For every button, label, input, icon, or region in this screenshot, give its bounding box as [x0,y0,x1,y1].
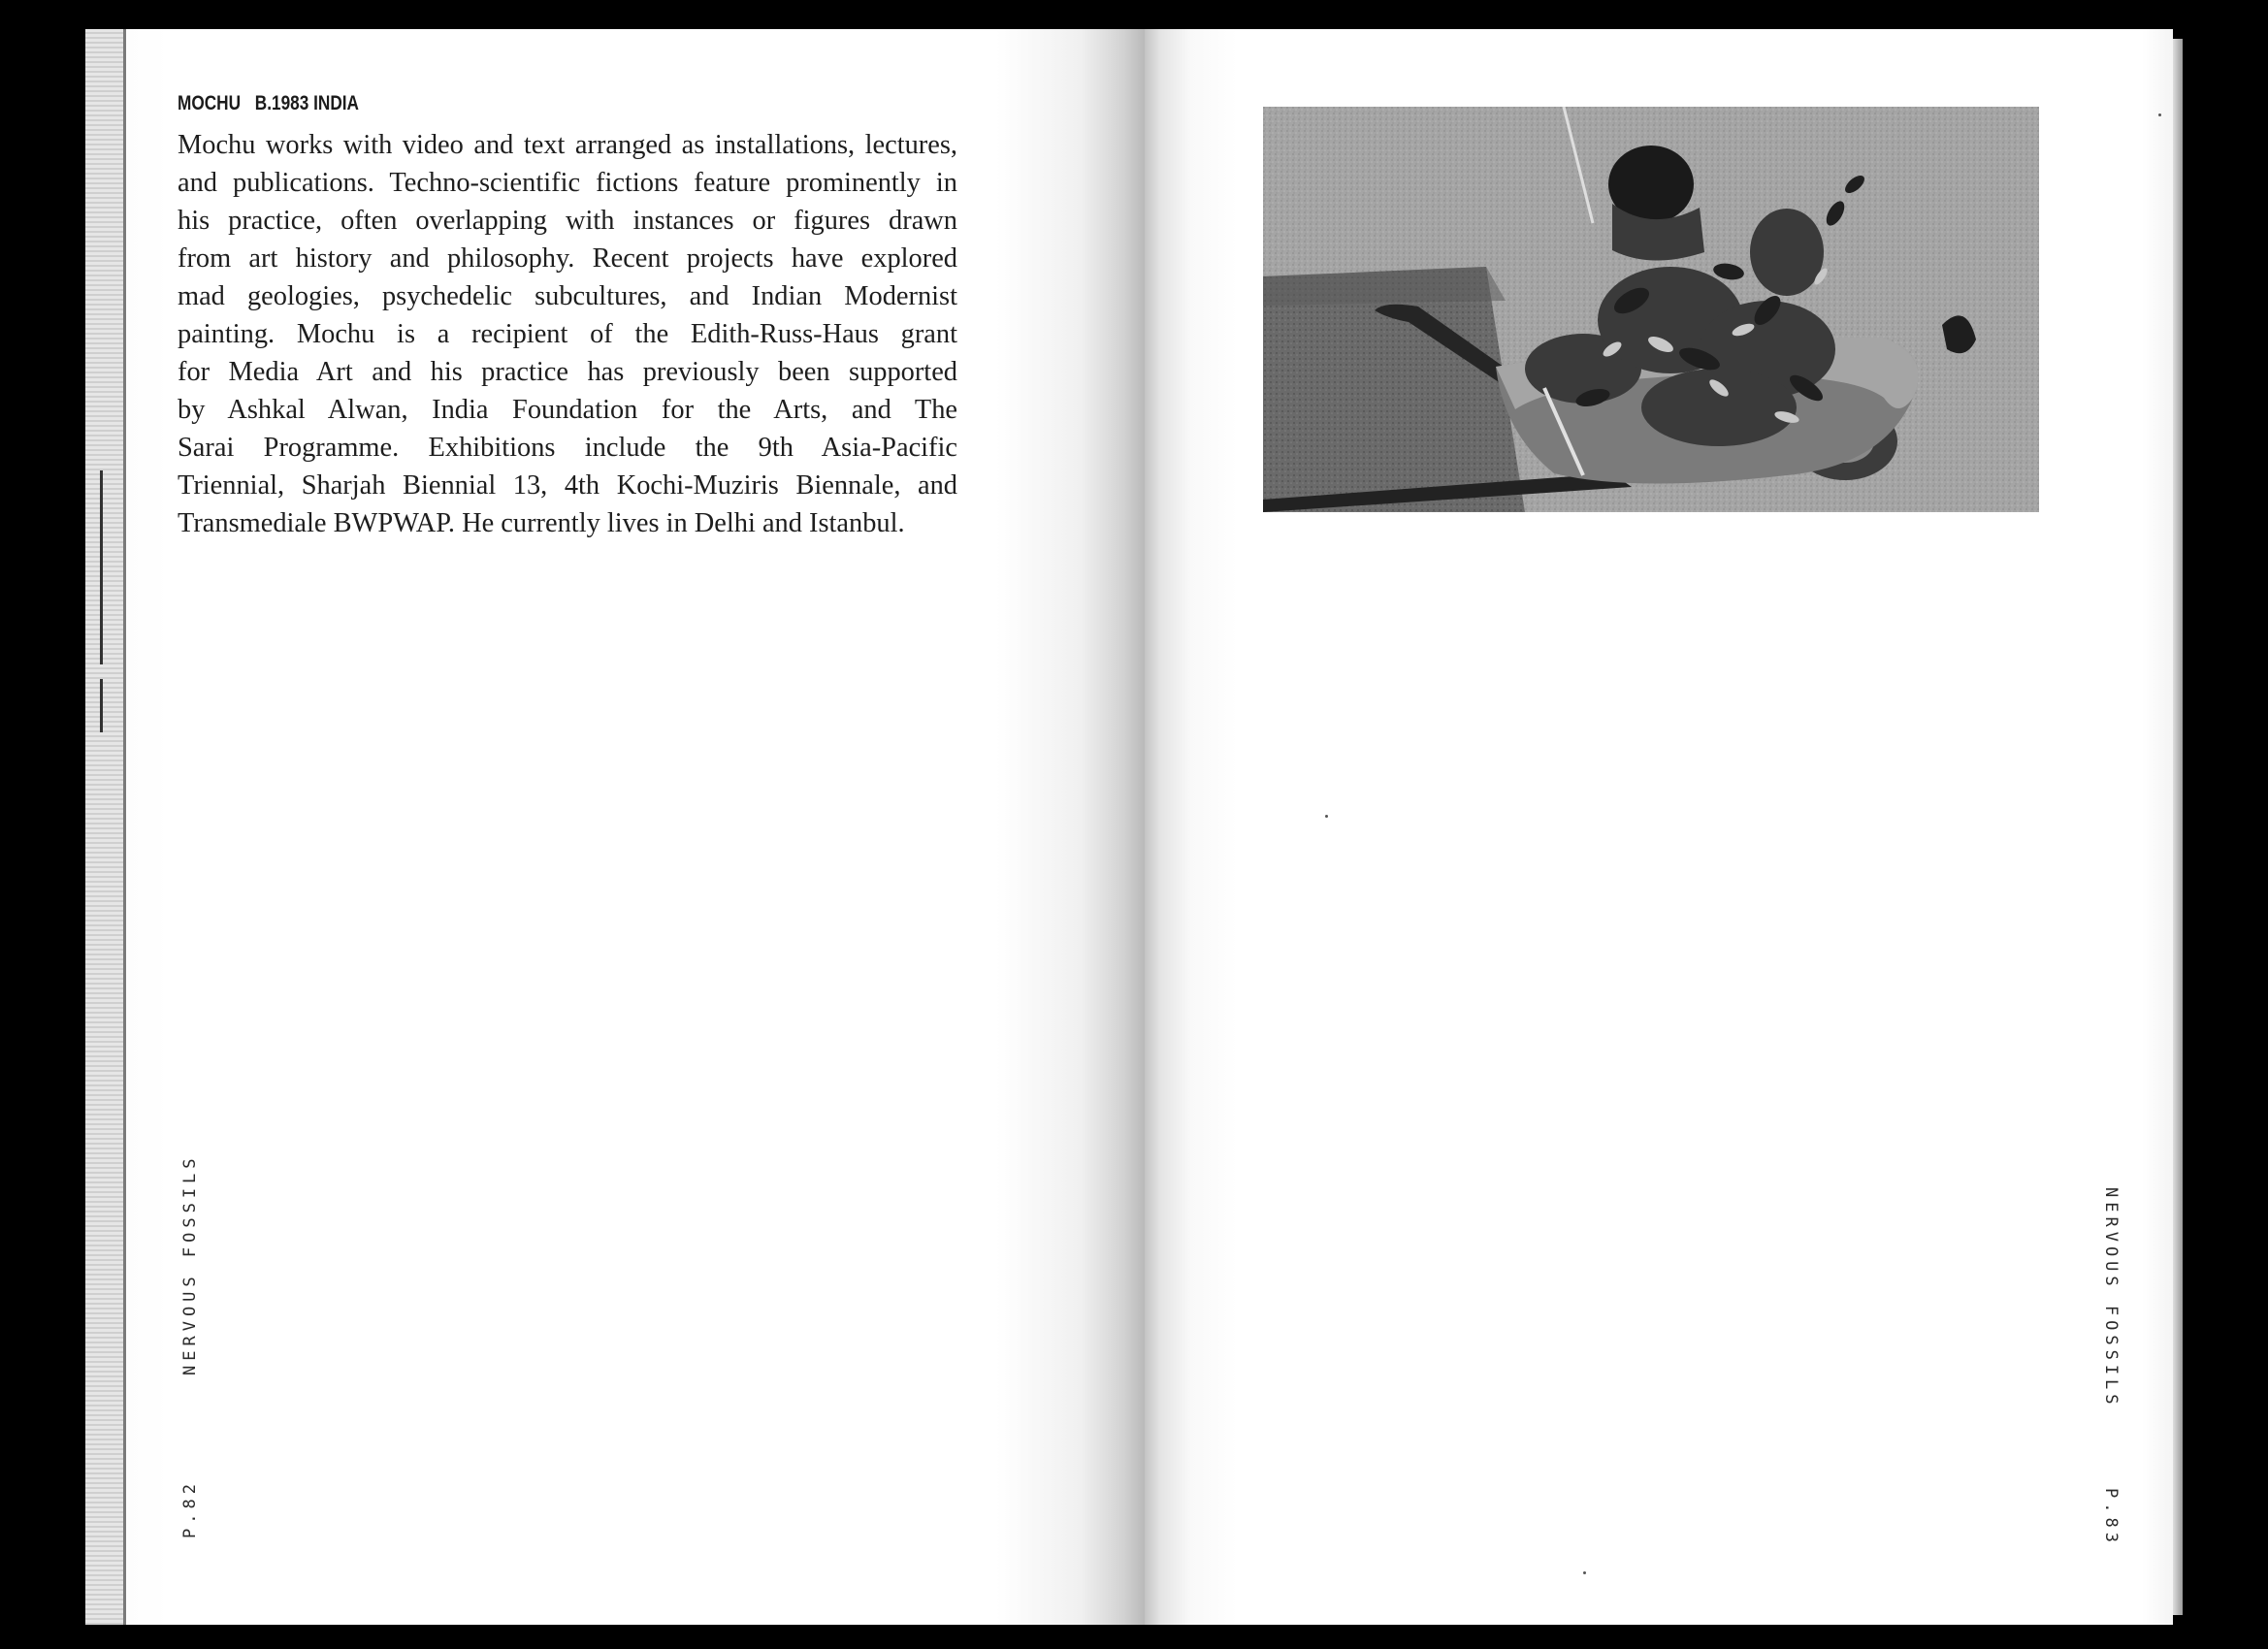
right-page-edge [2173,39,2183,1615]
bio-line: and publications. Techno-scientific fictions feature prominently in [178,168,957,198]
bio-line: by Ashkal Alwan, India Foundation for the Arts, and The [178,395,957,425]
bio-line: Triennial, Sharjah Biennial 13, 4th Kochi-Muziris Biennale, and [178,470,957,501]
bio-line: Transmediale BWPWAP. He currently lives in Delhi and Istanbul. [178,508,905,538]
scan-edge-mark-lower [100,679,103,732]
artist-header [178,92,359,115]
bio-line: Sarai Programme. Exhibitions include the 9th Asia-Pacific [178,433,957,463]
paper-speck [1325,815,1328,818]
bio-line: for Media Art and his practice has previously been supported [178,357,957,387]
artist-birth-info: B.1983 INDIA [254,92,359,114]
page-number-right: P.83 [2101,1488,2121,1547]
bio-line: painting. Mochu is a recipient of the Edith-Russ-Haus grant [178,319,957,349]
bio-line: from art history and philosophy. Recent projects have explored [178,243,957,274]
wheelbarrow-with-plants-photo [1263,107,2039,512]
running-title-left: NERVOUS FOSSILS [180,1153,200,1375]
bio-line: his practice, often overlapping with instances or figures drawn [178,206,957,236]
photo-illustration [1263,107,2039,512]
artist-name: MOCHU [178,92,242,114]
running-title-right: NERVOUS FOSSILS [2101,1187,2121,1409]
bio-line: Mochu works with video and text arranged as installations, lectures, [178,130,957,160]
page-number-left: P.82 [180,1479,200,1538]
scan-edge-mark-upper [100,470,103,664]
page-binding-edge [85,29,126,1625]
artist-bio [178,126,957,542]
paper-speck [2158,113,2161,116]
bio-line: mad geologies, psychedelic subcultures, and Indian Modernist [178,281,957,311]
paper-speck [1583,1571,1586,1574]
